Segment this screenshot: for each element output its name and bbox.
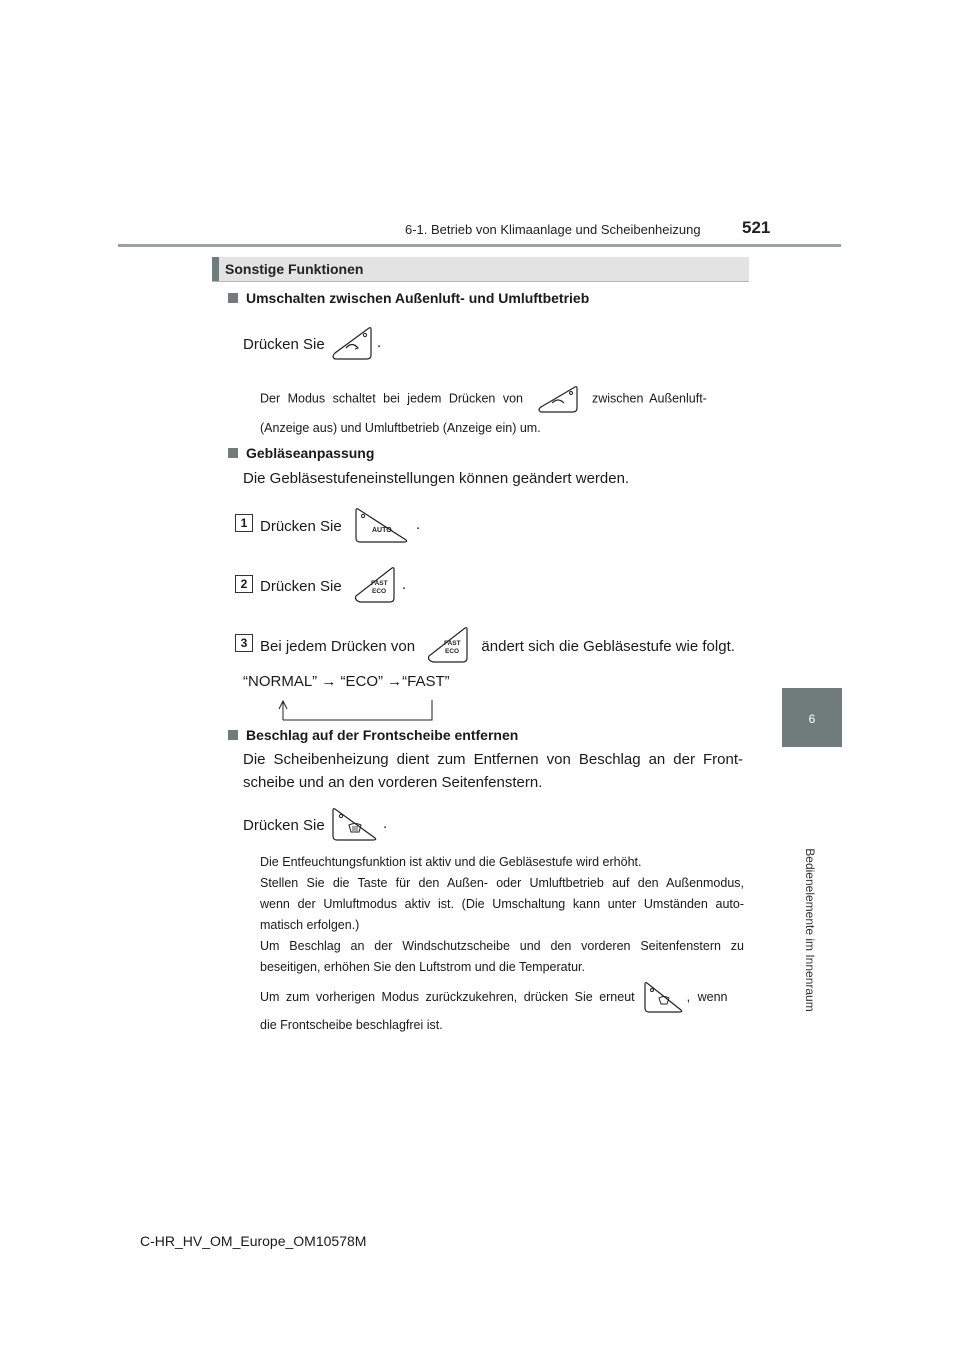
step-3-suffix: ändert sich die Gebläsestufe wie folgt. <box>481 637 735 655</box>
air-mode-heading-text: Umschalten zwischen Außenluft- und Umluftbetrieb <box>246 290 590 306</box>
defog-return-suffix: , wenn <box>686 989 728 1004</box>
auto-button-label: AUTO <box>371 527 392 534</box>
defog-intro-line1: Die Scheibenheizung dient zum Entfernen von Beschlag an der Front- <box>243 751 743 768</box>
step-number: 3 <box>235 634 253 652</box>
air-mode-note-prefix: Der Modus schaltet bei jedem Drücken von <box>260 391 524 406</box>
defroster-button-icon <box>641 980 685 1014</box>
bullet-square-icon <box>228 730 238 740</box>
defog-note-line: Die Entfeuchtungsfunktion ist aktiv und die Gebläsestufe wird erhöht. <box>260 855 642 869</box>
defog-instruction <box>243 806 387 842</box>
defog-note-line: Um Beschlag an der Windschutzscheibe und den vorderen Seitenfenstern zu <box>260 939 744 953</box>
recirculation-button-icon <box>535 384 579 414</box>
defog-return-line2: die Frontscheibe beschlagfrei ist. <box>260 1018 443 1032</box>
fan-cycle-sequence: “NORMAL” → “ECO” →“FAST” <box>243 673 450 690</box>
air-mode-note-line2: (Anzeige aus) und Umluftbetrieb (Anzeige ein) um. <box>260 421 541 435</box>
defog-note-line: beseitigen, erhöhen Sie den Luftstrom und die Temperatur. <box>260 960 585 974</box>
step-number: 2 <box>235 575 253 593</box>
document-id: C-HR_HV_OM_Europe_OM10578M <box>140 1233 367 1249</box>
defog-heading-text: Beschlag auf der Frontscheibe entfernen <box>246 727 519 743</box>
section-title: Sonstige Funktionen <box>225 261 364 277</box>
defog-note-line: matisch erfolgen.) <box>260 918 360 932</box>
defog-press-text: Drücken Sie <box>243 816 325 834</box>
air-mode-instruction <box>243 325 381 361</box>
air-mode-press-suffix: . <box>377 333 382 351</box>
defog-intro-line2: scheibe und an den vorderen Seitenfenstern. <box>243 774 543 791</box>
fast-eco-button-icon <box>425 626 471 664</box>
section-accent <box>212 257 219 281</box>
step-number: 1 <box>235 514 253 532</box>
fast-label: FAST <box>444 640 461 647</box>
chapter-tab <box>782 688 842 747</box>
step-2-text: Drücken Sie <box>260 577 342 595</box>
defog-note-line: wenn der Umluftmodus aktiv ist. (Die Umschaltung kann unter Umständen auto- <box>260 897 744 911</box>
fan-heading <box>228 445 374 461</box>
air-mode-press-text: Drücken Sie <box>243 335 325 353</box>
step-1-text: Drücken Sie <box>260 517 342 535</box>
bullet-square-icon <box>228 293 238 303</box>
defog-note-line: Stellen Sie die Taste für den Außen- oder Umluftbetrieb auf den Außenmodus, <box>260 876 744 890</box>
chapter-side-label: Bedienelemente im Innenraum <box>803 848 817 1012</box>
fast-label: FAST <box>370 580 388 587</box>
air-mode-note-line1 <box>260 384 707 414</box>
step-1 <box>260 506 420 544</box>
chapter-title: 6-1. Betrieb von Klimaanlage und Scheibenheizung <box>405 222 701 237</box>
eco-label: ECO <box>445 648 460 655</box>
step-2 <box>260 566 406 604</box>
recirculation-button-icon <box>329 325 373 361</box>
fan-heading-text: Gebläseanpassung <box>246 445 375 461</box>
defog-heading <box>228 727 518 743</box>
eco-label: ECO <box>371 588 386 595</box>
auto-button-icon <box>352 506 412 544</box>
step-1-suffix: . <box>416 515 421 533</box>
defog-return-prefix: Um zum vorherigen Modus zurückzukehren, drücken Sie erneut <box>260 989 635 1004</box>
air-mode-note-suffix: zwischen Außenluft- <box>591 391 707 406</box>
step-3 <box>260 626 735 664</box>
header-divider <box>118 244 841 247</box>
defog-press-suffix: . <box>383 814 388 832</box>
fast-eco-button-icon <box>352 566 398 604</box>
fan-intro: Die Gebläsestufeneinstellungen können geändert werden. <box>243 470 630 487</box>
defog-notes <box>260 852 744 978</box>
cycle-return-arrow-icon <box>277 698 437 722</box>
chapter-tab-number: 6 <box>808 712 816 726</box>
page-number: 521 <box>742 218 771 237</box>
air-mode-heading <box>228 290 589 306</box>
step-3-text: Bei jedem Drücken von <box>260 637 416 655</box>
bullet-square-icon <box>228 448 238 458</box>
step-2-suffix: . <box>402 575 407 593</box>
defog-return-line1 <box>260 980 744 1014</box>
defroster-button-icon <box>329 806 379 842</box>
section-header <box>212 257 749 282</box>
